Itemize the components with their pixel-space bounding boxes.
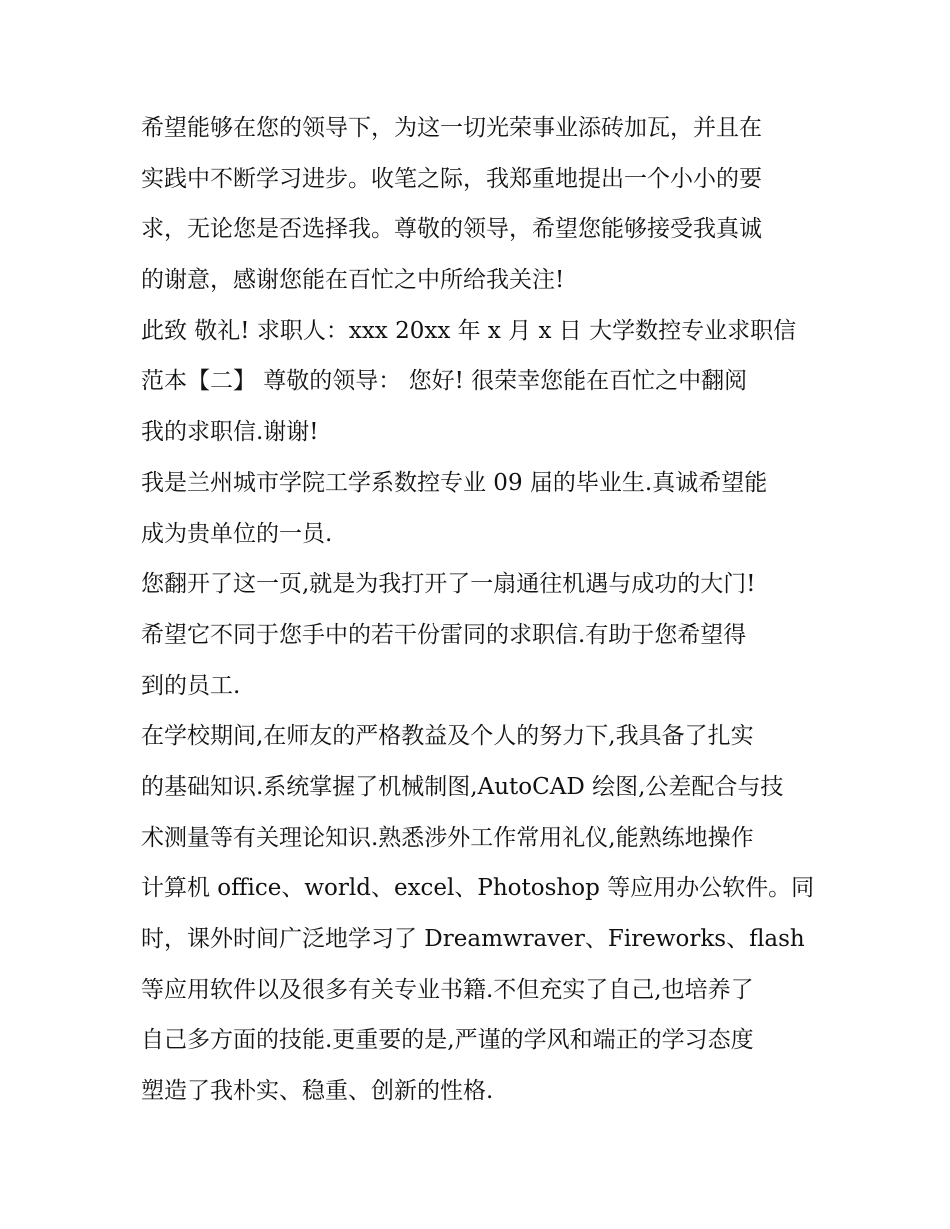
text-line: 的基础知识.系统掌握了机械制图,AutoCAD 绘图,公差配合与技: [141, 773, 784, 800]
text-line: 到的员工.: [141, 672, 241, 699]
text-line: 塑造了我朴实、稳重、创新的性格.: [141, 1078, 494, 1105]
text-line: 我是兰州城市学院工学系数控专业 09 届的毕业生.真诚希望能: [141, 469, 768, 496]
text-line: 术测量等有关理论知识.熟悉涉外工作常用礼仪,能熟练地操作: [141, 824, 754, 851]
text-line: 等应用软件以及很多有关专业书籍.不但充实了自己,也培养了: [141, 976, 754, 1003]
text-line: 您翻开了这一页,就是为我打开了一扇通往机遇与成功的大门!: [141, 571, 756, 598]
text-line: 求，无论您是否选择我。尊敬的领导，希望您能够接受我真诚: [141, 216, 762, 243]
text-line: 自己多方面的技能.更重要的是,严谨的学风和端正的学习态度: [141, 1027, 754, 1054]
text-line: 我的求职信.谢谢!: [141, 419, 319, 446]
text-line: 希望能够在您的领导下，为这一切光荣事业添砖加瓦，并且在: [141, 115, 762, 141]
text-line: 希望它不同于您手中的若干份雷同的求职信.有助于您希望得: [141, 621, 747, 648]
text-line: 的谢意，感谢您能在百忙之中所给我关注!: [141, 267, 565, 294]
text-line: 在学校期间,在师友的严格教益及个人的努力下,我具备了扎实: [141, 723, 754, 750]
document-body: [141, 103, 821, 1117]
text-line: 时，课外时间广泛地学习了 Dreamwraver、Fireworks、flash: [141, 926, 805, 952]
text-line: 计算机 office、world、excel、Photoshop 等应用办公软件。同: [141, 875, 815, 902]
text-line: 范本【二】 尊敬的领导： 您好! 很荣幸您能在百忙之中翻阅: [141, 368, 748, 395]
text-line: 此致 敬礼! 求职人：xxx 20xx 年 x 月 x 日 大学数控专业求职信: [141, 317, 797, 344]
text-line: 实践中不断学习进步。收笔之际，我郑重地提出一个小小的要: [141, 165, 762, 192]
text-line: 成为贵单位的一员.: [141, 520, 333, 547]
